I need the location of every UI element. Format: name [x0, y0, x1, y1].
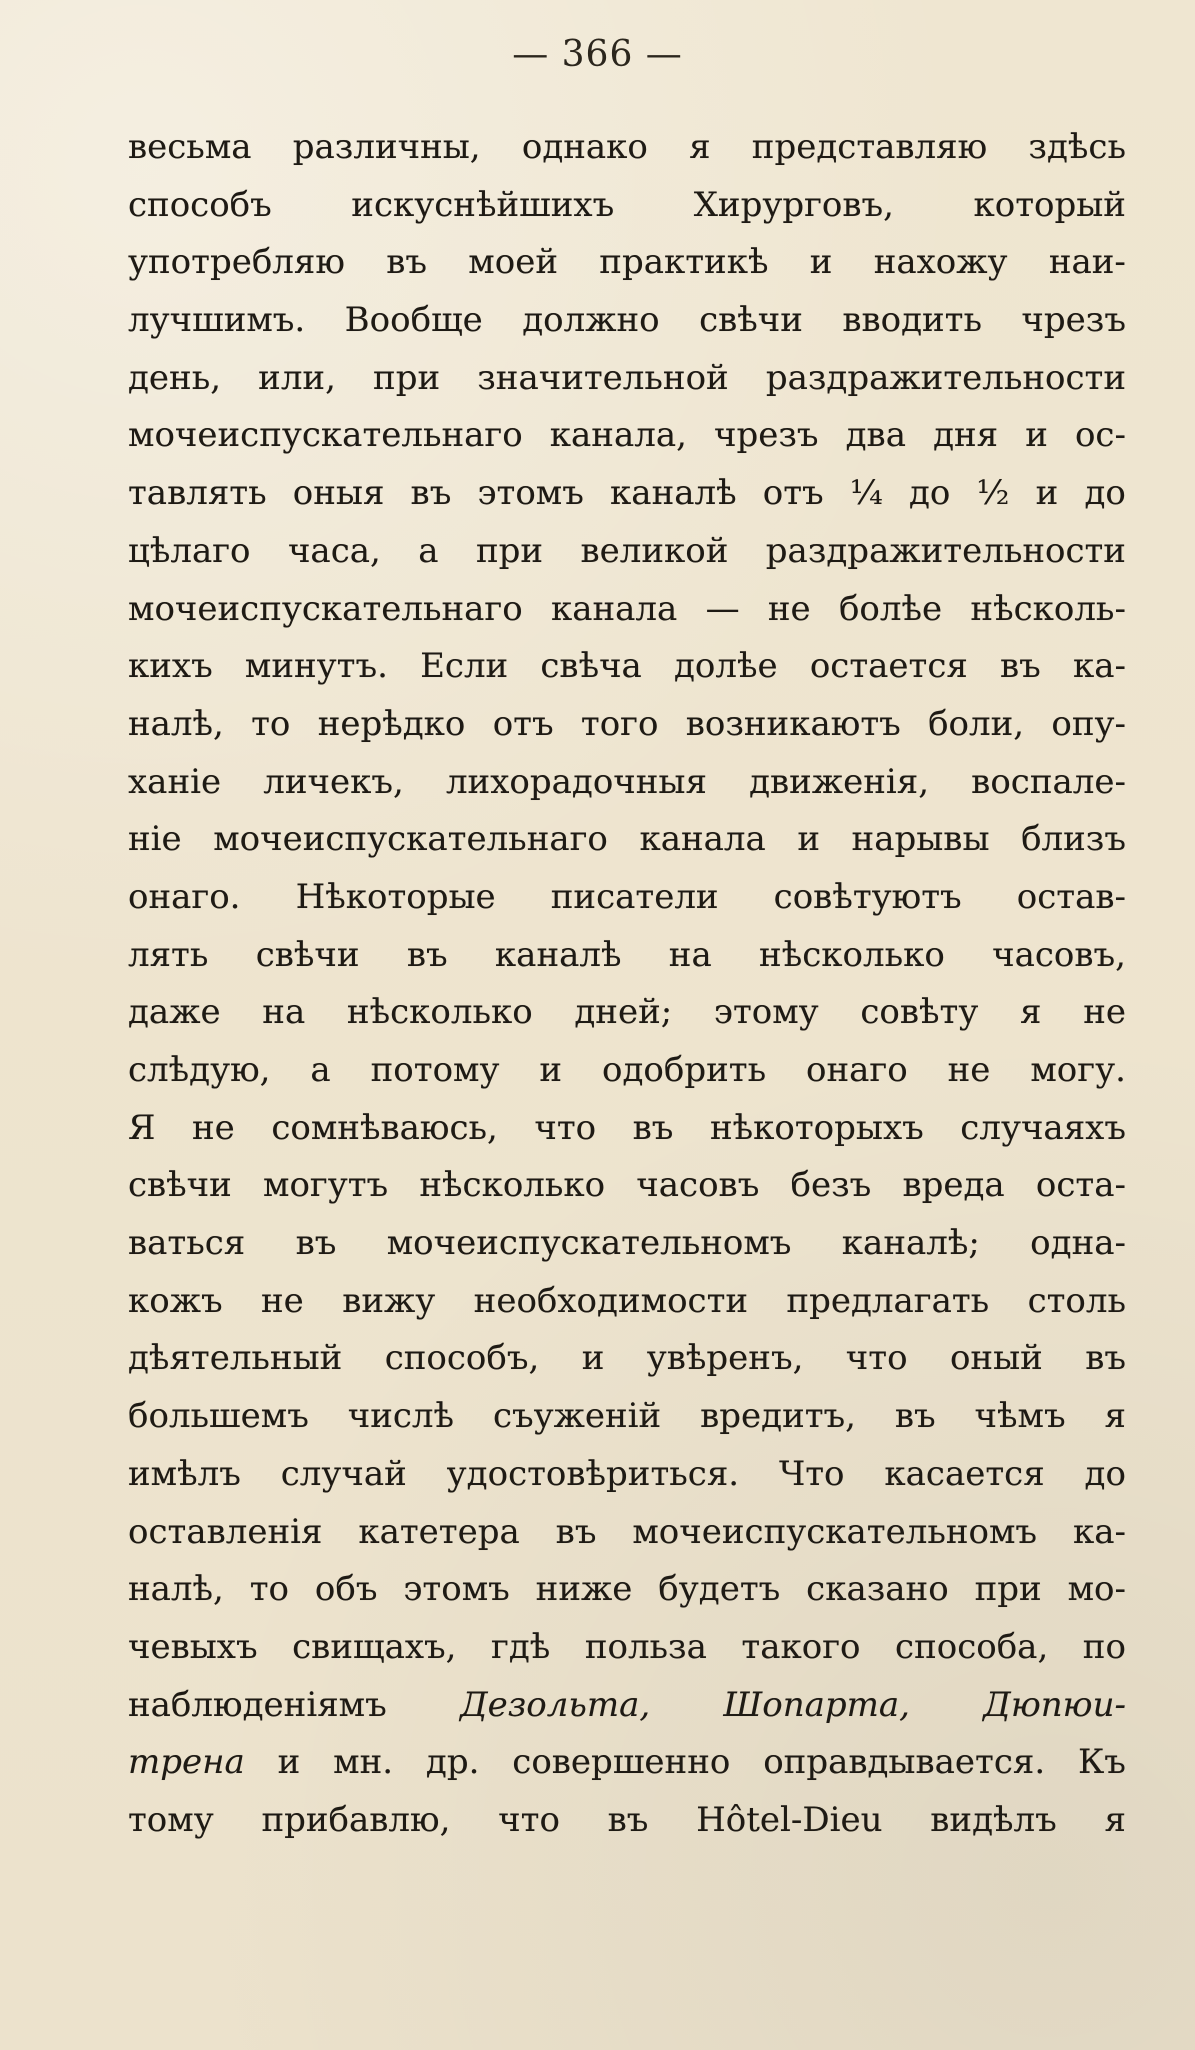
word: каналѣ — [494, 934, 622, 975]
word: кихъ — [128, 646, 213, 687]
word: однако — [521, 127, 648, 167]
word: значительной — [477, 357, 729, 398]
word: могу. — [1030, 1050, 1126, 1090]
word: ніе — [128, 819, 182, 860]
word: опу- — [1051, 703, 1126, 744]
page-number: — 366 — — [512, 34, 683, 75]
word: дней; — [574, 992, 673, 1033]
word: до — [908, 473, 951, 514]
word: Hôtel-Dieu — [696, 1799, 883, 1840]
word: налѣ, — [128, 1569, 224, 1610]
word: онаго. — [128, 876, 241, 917]
word: писатели — [550, 876, 719, 917]
word: объ — [314, 1569, 378, 1610]
word: сказано — [806, 1569, 949, 1610]
word: близъ — [1021, 819, 1126, 860]
text-line — [128, 407, 1126, 465]
word: великой — [580, 530, 729, 571]
word: и — [797, 819, 820, 860]
word: а — [310, 1050, 331, 1090]
word: на — [668, 934, 712, 975]
word: по — [1082, 1626, 1126, 1667]
text-line — [128, 1330, 1126, 1388]
word: день, — [128, 357, 222, 398]
word: нерѣдко — [317, 703, 466, 744]
author-name: Дюпюи- — [983, 1684, 1126, 1725]
word: не — [947, 1050, 991, 1090]
word: каналѣ — [610, 473, 737, 514]
word: ханіе — [128, 761, 222, 802]
word: въ — [632, 1107, 674, 1148]
word: въ — [894, 1396, 936, 1437]
text-line — [128, 1619, 1126, 1677]
fraction-quarter: ¼ — [849, 473, 883, 514]
text-line — [128, 465, 1126, 523]
word: оныя — [292, 473, 385, 514]
word: ос- — [1074, 415, 1126, 456]
word: мн. — [333, 1742, 394, 1783]
word: вижу — [342, 1280, 436, 1321]
word: и — [581, 1338, 605, 1379]
word: возникаютъ — [685, 703, 901, 744]
word: что — [534, 1107, 597, 1148]
word: дѣятельный — [128, 1338, 343, 1379]
word: способъ, — [384, 1338, 540, 1379]
word: тому — [128, 1799, 214, 1840]
text-line — [128, 1100, 1126, 1158]
word: личекъ, — [263, 761, 404, 802]
word: и — [809, 242, 833, 283]
word: необходимости — [473, 1280, 749, 1321]
word: этому — [713, 992, 819, 1033]
word: др. — [425, 1742, 480, 1783]
word: до — [1084, 1453, 1126, 1494]
word: то — [249, 1569, 290, 1610]
word: совѣтуютъ — [773, 876, 962, 917]
word: чрезъ — [714, 415, 819, 456]
word: вводить — [842, 300, 982, 341]
word: лять — [128, 934, 209, 975]
word: канала — [639, 819, 766, 860]
word: способа, — [895, 1626, 1049, 1667]
word: и — [277, 1742, 301, 1783]
word: наблюденіямъ — [128, 1684, 387, 1725]
word: Что — [778, 1453, 845, 1494]
word: остав- — [1016, 876, 1126, 917]
text-line — [128, 1677, 1126, 1735]
word: при — [974, 1569, 1042, 1610]
word: раздражительности — [765, 357, 1126, 398]
author-name: Шопарта, — [723, 1684, 910, 1725]
word: совершенно — [512, 1742, 731, 1783]
text-line — [128, 754, 1126, 812]
word: нѣсколь- — [970, 588, 1126, 629]
word: и — [1035, 473, 1059, 514]
word: я — [1104, 1799, 1126, 1840]
word: вредитъ, — [700, 1396, 856, 1437]
word: оставленія — [128, 1511, 323, 1552]
text-line — [128, 1792, 1126, 1850]
word: такого — [741, 1626, 861, 1667]
word: могутъ — [263, 1165, 389, 1206]
word: увѣренъ, — [646, 1338, 804, 1379]
word: лучшимъ. — [128, 300, 306, 341]
text-line — [128, 119, 1126, 177]
word: свѣчи — [699, 300, 803, 341]
word: оправдывается. — [763, 1742, 1046, 1783]
word: въ — [406, 934, 448, 975]
word: движенія, — [749, 761, 930, 802]
text-line — [128, 234, 1126, 292]
word: ка- — [1072, 1511, 1126, 1552]
word: удостовѣриться. — [446, 1453, 740, 1494]
word: различны, — [292, 127, 481, 167]
word: отъ — [492, 703, 554, 744]
word: большемъ — [128, 1396, 309, 1437]
word: каналѣ; — [841, 1223, 980, 1264]
word: раздражительности — [765, 530, 1126, 571]
author-name: Дезольта, — [459, 1684, 651, 1725]
word: который — [973, 184, 1126, 225]
word: въ — [555, 1511, 597, 1552]
word: и — [539, 1050, 563, 1090]
word: слѣдую, — [128, 1050, 271, 1090]
word: долѣе — [674, 646, 778, 687]
word: не — [261, 1280, 304, 1321]
word: одобрить — [602, 1050, 767, 1090]
word: лихорадочныя — [445, 761, 707, 802]
text-line — [128, 1215, 1126, 1273]
fraction-half: ½ — [976, 473, 1010, 514]
word: практикѣ — [599, 242, 769, 283]
word: свищахъ, — [292, 1626, 457, 1667]
word: видѣлъ — [930, 1799, 1057, 1840]
word: мочеиспускательномъ — [632, 1511, 1038, 1552]
word: или, — [258, 357, 336, 398]
word: чрезъ — [1021, 300, 1126, 341]
word: я — [1104, 1396, 1126, 1437]
word: отъ — [762, 473, 824, 514]
word: ваться — [128, 1223, 246, 1264]
word: не — [767, 588, 811, 629]
word: Нѣкоторые — [295, 876, 496, 917]
word: Вообще — [344, 300, 483, 341]
word: воспале- — [971, 761, 1126, 802]
word: способъ — [128, 184, 272, 225]
word: мочеиспускательнаго — [128, 588, 523, 629]
text-line — [128, 292, 1126, 350]
word: канала, — [549, 415, 687, 456]
word: мо- — [1067, 1569, 1126, 1610]
word: свѣча — [540, 646, 642, 687]
text-line — [128, 1446, 1126, 1504]
word: до — [1084, 473, 1126, 514]
word: мочеиспускательнаго — [213, 819, 608, 860]
word: употребляю — [128, 242, 345, 283]
word: столь — [1027, 1280, 1126, 1321]
word: нахожу — [873, 242, 1008, 283]
word: случай — [280, 1453, 407, 1494]
word: при — [373, 357, 441, 398]
text-line — [128, 581, 1126, 639]
word: чевыхъ — [128, 1626, 258, 1667]
word: дня — [933, 415, 999, 456]
text-line — [128, 1273, 1126, 1331]
word: случаяхъ — [960, 1107, 1126, 1148]
word: оный — [949, 1338, 1043, 1379]
word: катетера — [358, 1511, 520, 1552]
word: даже — [128, 992, 221, 1033]
word: сомнѣваюсь, — [271, 1107, 498, 1148]
word: числѣ — [347, 1396, 455, 1437]
word: въ — [1000, 646, 1041, 687]
word: остается — [809, 646, 968, 687]
word: прибавлю, — [261, 1799, 451, 1840]
word: и — [1025, 415, 1048, 456]
word: этомъ — [477, 473, 584, 514]
word: имѣлъ — [128, 1453, 241, 1494]
word: здѣсь — [1028, 127, 1126, 167]
word: нѣкоторыхъ — [709, 1107, 924, 1148]
word: Я — [128, 1107, 156, 1148]
word: боли, — [928, 703, 1025, 744]
word: чѣмъ — [974, 1396, 1066, 1437]
word: мочеиспускательнаго — [128, 415, 523, 456]
word: минутъ. — [244, 646, 388, 687]
word: должно — [522, 300, 660, 341]
word: гдѣ — [491, 1626, 551, 1667]
word: вреда — [902, 1165, 1005, 1206]
text-line — [128, 869, 1126, 927]
word: искуснѣйшихъ — [351, 184, 615, 225]
text-line — [128, 1504, 1126, 1562]
word: будетъ — [658, 1569, 781, 1610]
word: представляю — [751, 127, 988, 167]
word: не — [192, 1107, 235, 1148]
word: въ — [386, 242, 428, 283]
author-name: трена — [128, 1742, 245, 1783]
text-line — [128, 1388, 1126, 1446]
text-line — [128, 523, 1126, 581]
word: въ — [410, 473, 452, 514]
word: не — [1083, 992, 1126, 1033]
word: то — [251, 703, 291, 744]
word: въ — [295, 1223, 337, 1264]
text-line — [128, 1157, 1126, 1215]
word: нарывы — [851, 819, 990, 860]
word: Къ — [1077, 1742, 1126, 1783]
word: этомъ — [403, 1569, 510, 1610]
word: предлагать — [786, 1280, 990, 1321]
word: одна- — [1030, 1223, 1126, 1264]
word: я — [1020, 992, 1042, 1033]
word: безъ — [790, 1165, 872, 1206]
word: свѣчи — [128, 1165, 232, 1206]
word: мочеиспускательномъ — [386, 1223, 792, 1264]
word: ниже — [535, 1569, 633, 1610]
word: нѣсколько — [759, 934, 945, 975]
word: часовъ, — [992, 934, 1126, 975]
word: — — [705, 588, 740, 629]
text-line — [128, 177, 1126, 235]
word: нѣсколько — [346, 992, 533, 1033]
text-line — [128, 1734, 1126, 1792]
text-line — [128, 984, 1126, 1042]
text-line — [128, 927, 1126, 985]
word: совѣту — [860, 992, 979, 1033]
word: а — [418, 530, 439, 571]
text-line — [128, 1042, 1126, 1100]
word: въ — [1085, 1338, 1126, 1379]
word: нѣсколько — [419, 1165, 606, 1206]
word: я — [689, 127, 711, 167]
word: моей — [468, 242, 558, 283]
word: на — [262, 992, 306, 1033]
word: при — [475, 530, 544, 571]
word: наи- — [1048, 242, 1126, 283]
word: онаго — [806, 1050, 908, 1090]
body-text — [128, 119, 1126, 1850]
word: Если — [420, 646, 509, 687]
word: польза — [584, 1626, 707, 1667]
word: налѣ, — [128, 703, 224, 744]
word: болѣе — [838, 588, 943, 629]
word: цѣлаго — [128, 530, 251, 571]
word: два — [845, 415, 906, 456]
word: съуженій — [492, 1396, 662, 1437]
word: что — [498, 1799, 560, 1840]
word: касается — [884, 1453, 1045, 1494]
word: Хирурговъ, — [693, 184, 894, 225]
word: тавлять — [128, 473, 267, 514]
word: часовъ — [636, 1165, 760, 1206]
word: свѣчи — [255, 934, 360, 975]
word: кожъ — [128, 1280, 223, 1321]
text-line — [128, 811, 1126, 869]
text-line — [128, 638, 1126, 696]
text-line — [128, 1561, 1126, 1619]
word: потому — [370, 1050, 500, 1090]
word: ка- — [1072, 646, 1126, 687]
word: весьма — [128, 127, 252, 167]
word: оста- — [1035, 1165, 1126, 1206]
text-line — [128, 696, 1126, 754]
word: въ — [607, 1799, 649, 1840]
text-line — [128, 350, 1126, 408]
word: того — [580, 703, 659, 744]
word: канала — [550, 588, 678, 629]
word: что — [845, 1338, 908, 1379]
word: часа, — [287, 530, 381, 571]
